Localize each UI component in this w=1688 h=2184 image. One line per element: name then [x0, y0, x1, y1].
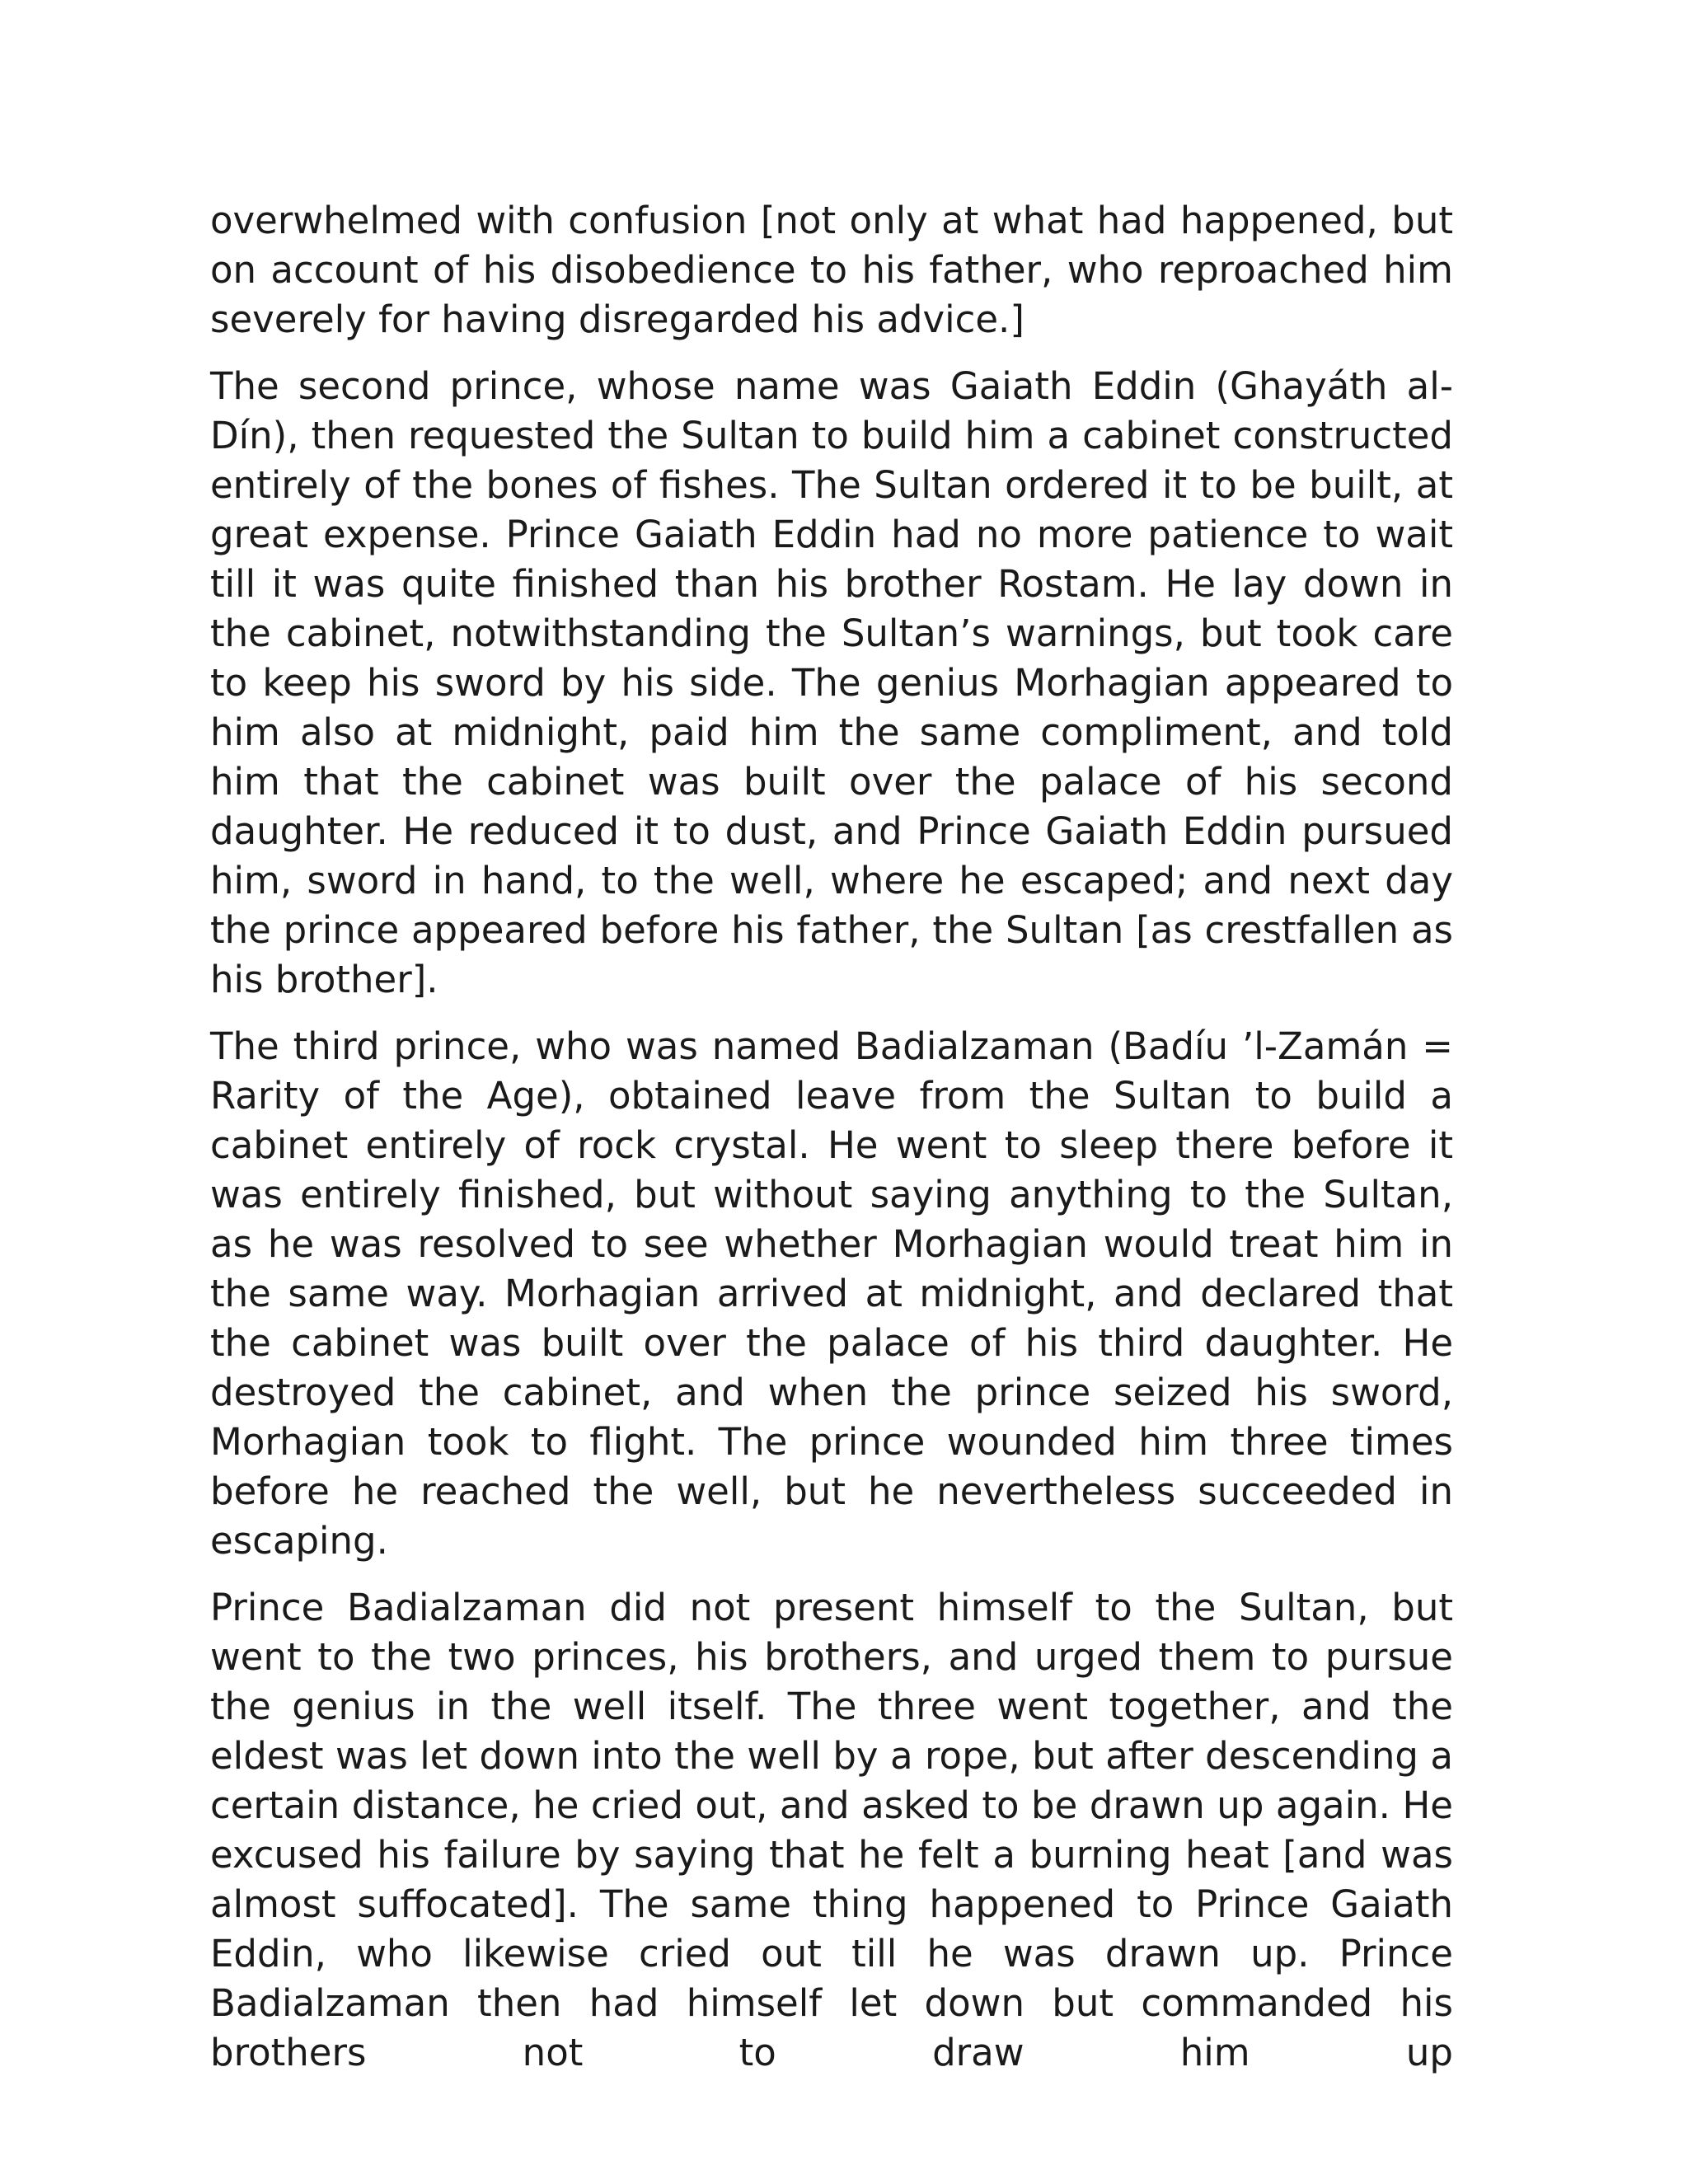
paragraph-3: The third prince, who was named Badialzaman (Badíu ’l-Zamán = Rarity of the Age), obtained leave from the Sultan to build a cabinet entirely of rock crystal. He went to sleep there before it was entirely finished, but without saying anything to the Sultan, as he was resolved to see whether Morhagian would treat him in the same way. Morhagian arrived at midnight, and declared that the cabinet was built over the palace of his third daughter. He destroyed the cabinet, and when the prince seized his sword, Morhagian took to flight. The prince wounded him three times before he reached the well, but he nevertheless succeeded in escaping.	[210, 1024, 1453, 1563]
paragraph-4: Prince Badialzaman did not present himself to the Sultan, but went to the two princes, his brothers, and urged them to pursue the genius in the well itself. The three went together, and the eldest was let down into the well by a rope, but after descending a certain distance, he cried out, and asked to be drawn up again. He excused his failure by saying that he felt a burning heat [and was almost suffocated]. The same thing happened to Prince Gaiath Eddin, who likewise cried out till he was drawn up. Prince Badialzaman then had himself let down but commanded his brothers not to draw him up	[210, 1586, 1453, 2074]
paragraph-1: overwhelmed with confusion [not only at what had happened, but on account of his disobedience to his father, who reproached him severely for having disregarded his advice.]	[210, 199, 1453, 341]
paragraph-2: The second prince, whose name was Gaiath Eddin (Ghayáth al-Dín), then requested the Sultan to build him a cabinet constructed entirely of the bones of fishes. The Sultan ordered it to be built, at great expense. Prince Gaiath Eddin had no more patience to wait till it was quite finished than his brother Rostam. He lay down in the cabinet, notwithstanding the Sultan’s warnings, but took care to keep his sword by his side. The genius Morhagian appeared to him also at midnight, paid him the same compliment, and told him that the cabinet was built over the palace of his second daughter. He reduced it to dust, and Prince Gaiath Eddin pursued him, sword in hand, to the well, where he escaped; and next day the prince appeared before his father, the Sultan [as crestfallen as his brother].	[210, 364, 1453, 1001]
body-text	[210, 196, 1453, 2078]
